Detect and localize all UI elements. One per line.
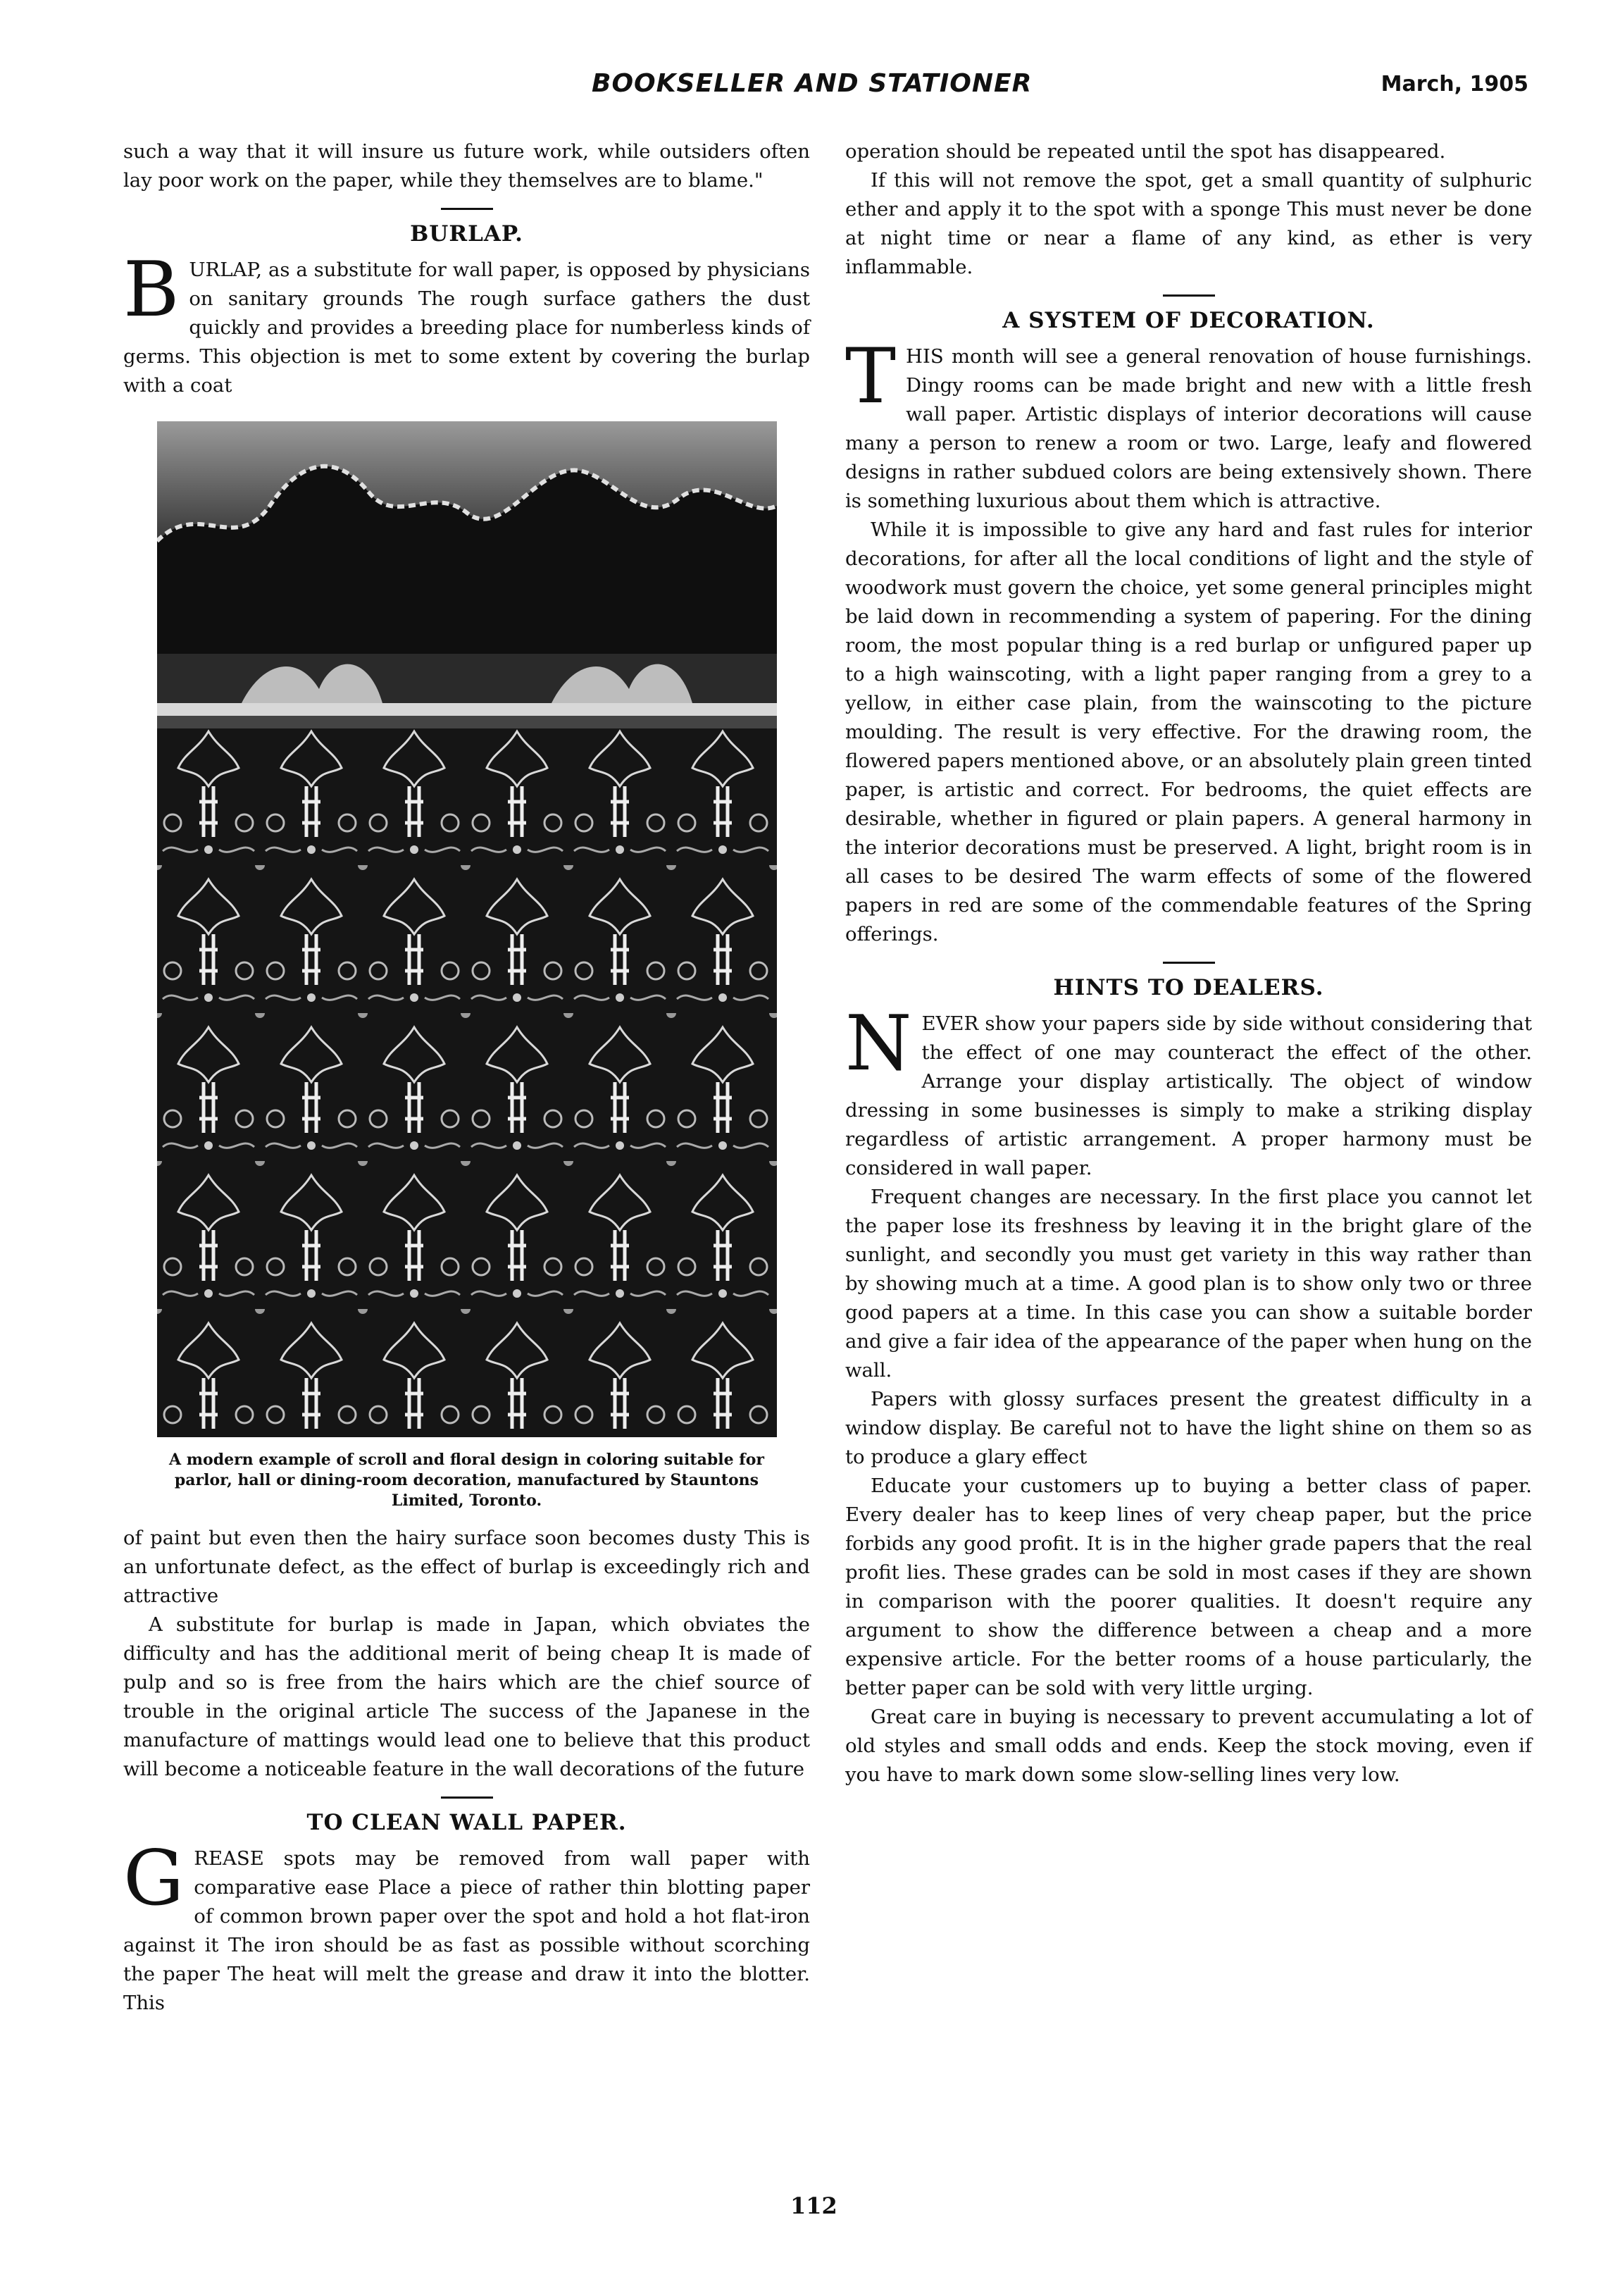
issue-date: March, 1905 <box>1381 72 1528 97</box>
hints-paragraph-1 <box>845 1000 1532 1183</box>
hints-dropcap: N <box>845 1000 912 1088</box>
burlap-paragraph-1 <box>123 246 810 400</box>
decoration-paragraph-2: While it is impossible to give any hard and fast rules for interior decorations, for after all the local conditions of light and the style of woodwork must govern the choice, yet some general principles might be laid down in recommending a system of papering. For the dining room, the most popular thing is a red burlap or unfigured paper up to a high wainscoting, with a light paper ranging from a grey to a yellow, in either case plain, from the wainscoting to the picture moulding. The result is very effective. For the drawing room, the flowered papers mentioned above, or an absolutely plain green tinted paper, is artistic and correct. For bedrooms, the quiet effects are desirable, whether in figured or plain papers. A general harmony in the interior decorations must be preserved. A light, bright room is in all cases to be desired The warm effects of some of the flowered papers in red are some of the commendable features of the Spring offerings. <box>845 519 1532 945</box>
right-column <box>845 137 1532 1789</box>
decoration-heading: A SYSTEM OF DECORATION. <box>1002 308 1375 333</box>
hints-text-1: EVER show your papers side by side without considering that the effect of one may counteract the effect of the other. Arrange your display artistically. The object of window dressing in some businesses is simply to make a striking display regardless of artistic arrangement. A proper harmony must be considered in wall paper. <box>845 1012 1532 1179</box>
section-divider <box>1163 962 1215 964</box>
clean-paragraph-3: If this will not remove the spot, get a small quantity of sulphuric ether and apply it to the spot with a sponge This must never be done at night time or near a flame of any kind, as ether is very inflammable. <box>845 169 1532 278</box>
decoration-paragraph-1 <box>845 333 1532 516</box>
hints-paragraph-2: Frequent changes are necessary. In the first place you cannot let the paper lose its freshness by leaving it in the bright glare of the sunlight, and secondly you must get variety in this way rather than by showing much at a time. A good plan is to show only two or three good papers at a time. In this case you can show a suitable border and give a fair idea of the appearance of the paper when hung on the wall. <box>845 1186 1532 1382</box>
intro-paragraph: such a way that it will insure us future work, while outsiders often lay poor work on the paper, while they themselves are to blame." <box>123 140 810 192</box>
burlap-dropcap: B <box>123 246 180 334</box>
section-divider <box>441 208 493 210</box>
clean-heading: TO CLEAN WALL PAPER. <box>306 1810 627 1835</box>
decoration-dropcap: T <box>845 333 897 421</box>
wallpaper-illustration <box>157 421 777 1437</box>
hints-paragraph-4: Educate your customers up to buying a better class of paper. Every dealer has to keep lines of very cheap paper, but the price forbids any good profit. It is in the higher grade papers that the real profit lies. These grades can be sold in most cases if they are shown in comparison with the poorer qualities. It doesn't require any argument to show the difference between a cheap and a more expensive article. For the better rooms of a house particularly, the better paper can be sold with very little urging. <box>845 1475 1532 1699</box>
clean-paragraph-2: operation should be repeated until the spot has disappeared. <box>845 140 1446 163</box>
burlap-text-top: URLAP, as a substitute for wall paper, is opposed by physicians on sanitary grounds The rough surface gathers the dust quickly and provides a breeding place for numberless kinds of germs. This objection is met to some extent by covering the burlap with a coat <box>123 259 810 397</box>
section-divider <box>1163 294 1215 297</box>
hints-paragraph-3: Papers with glossy surfaces present the greatest difficulty in a window display. Be careful not to have the light shine on them so as to produce a glary effect <box>845 1388 1532 1468</box>
figure-caption: A modern example of scroll and floral design in coloring suitable for parlor, hall or dining-room decoration, manufactured by Stauntons Limited, Toronto. <box>169 1451 764 1510</box>
clean-paragraph-1 <box>123 1835 810 2018</box>
page-header <box>106 65 1528 107</box>
section-divider <box>441 1797 493 1799</box>
left-column <box>123 137 810 2018</box>
burlap-heading: BURLAP. <box>410 221 523 247</box>
clean-dropcap: G <box>123 1835 185 1923</box>
burlap-paragraph-2: of paint but even then the hairy surface soon becomes dusty This is an unfortunate defect, as the effect of burlap is exceedingly rich and attractive <box>123 1527 810 1607</box>
hints-paragraph-5: Great care in buying is necessary to prevent accumulating a lot of old styles and small odds and ends. Keep the stock moving, even if you have to mark down some slow-selling lines very low. <box>845 1706 1532 1786</box>
hints-heading: HINTS TO DEALERS. <box>1053 975 1324 1000</box>
clean-text: REASE spots may be removed from wall paper with comparative ease Place a piece of rather thin blotting paper of common brown paper over the spot and hold a hot flat-iron against it The iron should be as fast as possible without scorching the paper The heat will melt the grease and draw it into the blotter. This <box>123 1847 810 2014</box>
page-number: 112 <box>790 2192 837 2219</box>
decoration-text-1: HIS month will see a general renovation of house furnishings. Dingy rooms can be made bright and new with a little fresh wall paper. Artistic displays of interior decorations will cause many a person to renew a room or two. Large, leafy and flowered designs in rather subdued colors are being extensively shown. There is something luxurious about them which is attractive. <box>845 345 1532 512</box>
wallpaper-figure <box>157 421 777 1511</box>
burlap-paragraph-3: A substitute for burlap is made in Japan, which obviates the difficulty and has the additional merit of being cheap It is made of pulp and so is free from the hairs which are the chief source of trouble in the original article The success of the Japanese in the manufacture of mattings would lead one to believe that this product will become a noticeable feature in the wall decorations of the future <box>123 1613 810 1780</box>
journal-title: BOOKSELLER AND STATIONER <box>592 69 1033 98</box>
